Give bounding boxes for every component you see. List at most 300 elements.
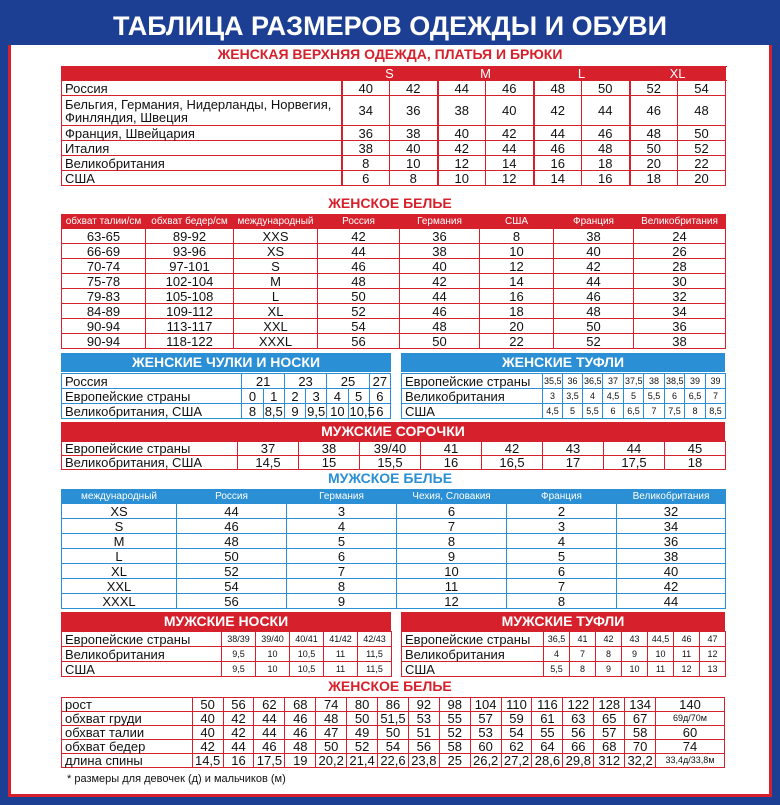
- table-cell: 38: [644, 374, 665, 389]
- table-cell: 128: [594, 698, 625, 712]
- table-cell: 30: [634, 274, 726, 289]
- table-cell: 23: [284, 374, 326, 389]
- table-cell: 57: [594, 726, 625, 740]
- table-cell: 48: [285, 740, 316, 754]
- section-title: МУЖСКОЕ БЕЛЬЕ: [327, 470, 453, 486]
- country-label: Европейские страны: [402, 374, 543, 389]
- table-cell: 42: [554, 259, 634, 274]
- column-header: Россия: [318, 215, 400, 229]
- table-cell: 59: [501, 712, 532, 726]
- table-cell: 16,5: [482, 456, 543, 470]
- table-cell: 109-112: [146, 304, 234, 319]
- table-cell: 53: [408, 712, 439, 726]
- country-label: Россия: [62, 374, 242, 389]
- section-title: ЖЕНСКОЕ БЕЛЬЕ: [328, 195, 452, 211]
- table-cell: 60: [470, 740, 501, 754]
- table-cell: 5,5: [544, 662, 570, 677]
- row-label: обхват талии: [62, 726, 193, 740]
- table-cell: 4,5: [543, 404, 563, 419]
- table-cell: 7: [644, 404, 665, 419]
- table-cell: L: [62, 549, 177, 564]
- table-cell: 38: [299, 442, 360, 456]
- table-cell: 5: [348, 389, 369, 404]
- table-row: [62, 304, 726, 319]
- column-header: Германия: [400, 215, 480, 229]
- table-cell: 48: [630, 126, 678, 141]
- row-label: обхват бедер: [62, 740, 193, 754]
- table-cell: 16: [582, 171, 630, 186]
- table-header-row: [62, 490, 726, 504]
- table-cell: 42: [192, 740, 223, 754]
- table-cell: 79-83: [62, 289, 146, 304]
- table-cell: 34: [617, 519, 726, 534]
- table-cell: 52: [318, 304, 400, 319]
- table-cell: 37: [238, 442, 299, 456]
- table-row: [402, 662, 726, 677]
- table-row: [62, 319, 726, 334]
- table-row: [62, 504, 726, 519]
- table-cell: 44: [438, 81, 486, 96]
- table-cell: 21,4: [347, 754, 378, 768]
- table-cell: 46: [486, 81, 534, 96]
- table-cell: 41: [421, 442, 482, 456]
- table-cell: 4,5: [603, 389, 624, 404]
- country-label: Великобритания: [402, 647, 544, 662]
- table-cell: 12: [438, 156, 486, 171]
- table-cell: 8: [570, 662, 596, 677]
- table-cell: 36: [390, 96, 438, 126]
- table-row: [402, 647, 726, 662]
- table-cell: 6: [665, 389, 685, 404]
- country-label: Великобритания: [402, 389, 543, 404]
- section-title: МУЖСКИЕ СОРОЧКИ: [61, 422, 725, 441]
- table-row: [62, 126, 726, 141]
- table-cell: 2: [284, 389, 305, 404]
- table-cell: 10,5: [290, 662, 324, 677]
- table-cell: 6: [342, 171, 390, 186]
- table-row: [62, 229, 726, 244]
- table-cell: 48: [318, 274, 400, 289]
- country-label: Европейские страны: [62, 442, 238, 456]
- table-cell: 38: [342, 141, 390, 156]
- table-cell: 51,5: [378, 712, 409, 726]
- table-cell: 46: [318, 259, 400, 274]
- table-cell: 9: [284, 404, 305, 419]
- table-cell: 116: [532, 698, 563, 712]
- table-cell: 3: [306, 389, 327, 404]
- table-cell: 54: [177, 579, 287, 594]
- table-cell: 20,2: [316, 754, 347, 768]
- table-cell: 48: [400, 319, 480, 334]
- table-cell: 7: [287, 564, 397, 579]
- table-cell: 4: [544, 647, 570, 662]
- table-cell: 37,5: [624, 374, 644, 389]
- table-cell: 5: [563, 404, 583, 419]
- table-cell: 98: [439, 698, 470, 712]
- table-cell: M: [62, 534, 177, 549]
- table-cell: 11: [674, 647, 700, 662]
- row-label: рост: [62, 698, 193, 712]
- table-cell: 53: [470, 726, 501, 740]
- table-cell: 9: [596, 662, 622, 677]
- table-cell: 46: [285, 726, 316, 740]
- table-cell: 44: [554, 274, 634, 289]
- table-cell: 44: [604, 442, 665, 456]
- table-row: [62, 564, 726, 579]
- table-cell: 3: [287, 504, 397, 519]
- table-cell: 21: [242, 374, 284, 389]
- table-cell: 8: [596, 647, 622, 662]
- table-row: [62, 389, 391, 404]
- size-header: M: [438, 67, 534, 81]
- table-cell: 36: [634, 319, 726, 334]
- table-cell: 35,5: [543, 374, 563, 389]
- table-cell: 11: [324, 647, 358, 662]
- table-cell: 6: [369, 404, 390, 419]
- table-cell: 20: [630, 156, 678, 171]
- table-cell: 68: [594, 740, 625, 754]
- table-cell: 40: [192, 726, 223, 740]
- table-cell: 37: [603, 374, 624, 389]
- table-cell: 12: [700, 647, 726, 662]
- section-title: ЖЕНСКИЕ ТУФЛИ: [401, 353, 725, 372]
- men-socks-table: [61, 631, 392, 677]
- table-cell: 3: [543, 389, 563, 404]
- size-header: XL: [630, 67, 726, 81]
- table-cell: 11: [397, 579, 507, 594]
- table-row: [62, 374, 391, 389]
- table-cell: 15: [299, 456, 360, 470]
- table-cell: 44: [254, 712, 285, 726]
- table-cell: 50: [318, 289, 400, 304]
- table-cell: XXXL: [234, 334, 318, 349]
- table-cell: 113-117: [146, 319, 234, 334]
- table-row: [402, 374, 726, 389]
- table-cell: 20: [480, 319, 554, 334]
- table-cell: 40: [486, 96, 534, 126]
- table-cell: 27: [369, 374, 390, 389]
- table-cell: 17,5: [254, 754, 285, 768]
- table-cell: 57: [470, 712, 501, 726]
- table-cell: 65: [594, 712, 625, 726]
- table-cell: 55: [532, 726, 563, 740]
- section-title: ЖЕНСКИЕ ЧУЛКИ И НОСКИ: [61, 353, 391, 372]
- table-cell: 10: [390, 156, 438, 171]
- table-cell: 47: [316, 726, 347, 740]
- table-cell: 13: [700, 662, 726, 677]
- table-cell: 28,6: [532, 754, 563, 768]
- page-title: ТАБЛИЦА РАЗМЕРОВ ОДЕЖДЫ И ОБУВИ: [8, 8, 772, 45]
- table-cell: 47: [700, 632, 726, 647]
- table-cell: 17: [543, 456, 604, 470]
- table-cell: 48: [177, 534, 287, 549]
- table-cell: 39/40: [360, 442, 421, 456]
- table-cell: 38: [554, 229, 634, 244]
- table-cell: M: [234, 274, 318, 289]
- table-cell: 18: [582, 156, 630, 171]
- table-cell: 63: [563, 712, 594, 726]
- table-cell: 38/39: [222, 632, 256, 647]
- table-header-row: [62, 67, 726, 81]
- column-header: Великобритания: [617, 490, 726, 504]
- size-chart-board: [8, 8, 772, 797]
- table-cell: 14: [480, 274, 554, 289]
- table-cell: 20: [678, 171, 726, 186]
- table-cell: 11: [648, 662, 674, 677]
- table-cell: 11,5: [358, 647, 392, 662]
- table-cell: XL: [62, 564, 177, 579]
- table-cell: 62: [254, 698, 285, 712]
- table-cell: 67: [625, 712, 656, 726]
- table-cell: 26,2: [470, 754, 501, 768]
- table-cell: XL: [234, 304, 318, 319]
- table-cell: 18: [480, 304, 554, 319]
- table-cell: 5: [507, 549, 617, 564]
- table-cell: 54: [678, 81, 726, 96]
- table-cell: 42: [400, 274, 480, 289]
- table-cell: 7: [507, 579, 617, 594]
- table-cell: 12: [674, 662, 700, 677]
- table-cell: 60: [656, 726, 725, 740]
- table-cell: 46: [534, 141, 582, 156]
- table-cell: 16: [480, 289, 554, 304]
- table-cell: 52: [554, 334, 634, 349]
- table-cell: 92: [408, 698, 439, 712]
- table-cell: 5,5: [583, 404, 603, 419]
- table-cell: 12: [397, 594, 507, 609]
- table-cell: XXL: [234, 319, 318, 334]
- table-cell: 2: [507, 504, 617, 519]
- table-cell: 56: [177, 594, 287, 609]
- table-cell: 36,5: [583, 374, 603, 389]
- column-header: Франция: [507, 490, 617, 504]
- table-cell: 93-96: [146, 244, 234, 259]
- table-cell: 54: [378, 740, 409, 754]
- table-row: [62, 698, 725, 712]
- table-cell: 48: [678, 96, 726, 126]
- table-cell: 40: [438, 126, 486, 141]
- country-label: США: [402, 662, 544, 677]
- table-cell: 40: [192, 712, 223, 726]
- table-cell: 8: [342, 156, 390, 171]
- country-label: США: [402, 404, 543, 419]
- table-cell: 46: [582, 126, 630, 141]
- table-cell: 75-78: [62, 274, 146, 289]
- country-label: Европейские страны: [402, 632, 544, 647]
- table-cell: 38: [438, 96, 486, 126]
- table-cell: 68: [285, 698, 316, 712]
- table-cell: 10: [648, 647, 674, 662]
- table-cell: 19: [285, 754, 316, 768]
- table-cell: 25: [439, 754, 470, 768]
- table-cell: 42: [390, 81, 438, 96]
- table-cell: S: [234, 259, 318, 274]
- table-cell: XXS: [234, 229, 318, 244]
- table-cell: 26: [634, 244, 726, 259]
- section-title: ЖЕНСКОЕ БЕЛЬЕ: [328, 678, 452, 694]
- table-cell: 38: [390, 126, 438, 141]
- table-cell: 3,5: [563, 389, 583, 404]
- row-label: обхват груди: [62, 712, 193, 726]
- table-cell: 105-108: [146, 289, 234, 304]
- table-cell: 8: [480, 229, 554, 244]
- section-title: МУЖСКИЕ НОСКИ: [61, 612, 391, 631]
- table-cell: 84-89: [62, 304, 146, 319]
- table-row: [62, 171, 726, 186]
- column-header: международный: [234, 215, 318, 229]
- table-cell: 4: [327, 389, 348, 404]
- table-cell: 46: [554, 289, 634, 304]
- table-row: [62, 712, 725, 726]
- table-row: [62, 534, 726, 549]
- men-shirts-table: [61, 441, 726, 470]
- table-cell: 52: [630, 81, 678, 96]
- table-cell: 22,6: [378, 754, 409, 768]
- table-cell: 10: [256, 662, 290, 677]
- country-label: США: [62, 662, 222, 677]
- table-cell: 44: [582, 96, 630, 126]
- table-cell: 32: [617, 504, 726, 519]
- table-cell: 54: [501, 726, 532, 740]
- table-cell: 43: [622, 632, 648, 647]
- table-cell: 8: [685, 404, 706, 419]
- table-row: [62, 579, 726, 594]
- table-cell: 97-101: [146, 259, 234, 274]
- table-cell: 50: [582, 81, 630, 96]
- table-cell: 6,5: [685, 389, 706, 404]
- table-row: [62, 456, 726, 470]
- column-header: обхват бедер/см: [146, 215, 234, 229]
- table-cell: 11: [324, 662, 358, 677]
- table-cell: S: [62, 519, 177, 534]
- table-cell: 41/42: [324, 632, 358, 647]
- table-cell: 50: [347, 712, 378, 726]
- men-underwear-table: [61, 489, 726, 609]
- table-cell: 12: [486, 171, 534, 186]
- table-cell: 44: [223, 740, 254, 754]
- table-cell: 48: [534, 81, 582, 96]
- table-cell: 40: [617, 564, 726, 579]
- table-cell: 9,5: [222, 647, 256, 662]
- table-row: [62, 244, 726, 259]
- table-cell: 8,5: [264, 403, 283, 419]
- table-cell: 44: [534, 126, 582, 141]
- column-header: Великобритания: [634, 215, 726, 229]
- table-cell: 140: [656, 698, 725, 712]
- table-cell: 6: [397, 504, 507, 519]
- row-label: длина спины: [62, 754, 193, 768]
- table-row: [402, 389, 726, 404]
- table-cell: 38: [617, 549, 726, 564]
- table-cell: 8: [507, 594, 617, 609]
- table-cell: 10,5: [290, 647, 324, 662]
- table-row: [62, 754, 725, 768]
- table-cell: 12: [480, 259, 554, 274]
- table-cell: 66: [563, 740, 594, 754]
- table-cell: 34: [342, 96, 390, 126]
- table-cell: 9: [622, 647, 648, 662]
- table-cell: 46: [630, 96, 678, 126]
- table-cell: 46: [285, 712, 316, 726]
- table-cell: [62, 67, 342, 81]
- table-cell: 16: [223, 754, 254, 768]
- country-label: Великобритания, США: [62, 456, 238, 470]
- section-title: ЖЕНСКАЯ ВЕРХНЯЯ ОДЕЖДА, ПЛАТЬЯ И БРЮКИ: [217, 46, 563, 62]
- table-cell: 5: [287, 534, 397, 549]
- table-row: [402, 632, 726, 647]
- table-cell: 38: [400, 244, 480, 259]
- table-cell: 90-94: [62, 334, 146, 349]
- table-cell: 24: [634, 229, 726, 244]
- table-cell: 42: [596, 632, 622, 647]
- table-cell: 8: [287, 579, 397, 594]
- table-cell: 38,5: [665, 374, 685, 389]
- table-cell: 40: [342, 81, 390, 96]
- table-cell: 36: [400, 229, 480, 244]
- table-cell: 6,5: [624, 404, 644, 419]
- table-cell: 74: [656, 740, 725, 754]
- table-row: [62, 81, 726, 96]
- table-cell: 43: [543, 442, 604, 456]
- table-cell: 11,5: [358, 662, 392, 677]
- table-cell: 40/41: [290, 632, 324, 647]
- table-cell: 9: [287, 594, 397, 609]
- country-label: Великобритания, США: [62, 404, 242, 419]
- table-cell: 32,2: [625, 754, 656, 768]
- table-cell: 39: [706, 374, 726, 389]
- table-cell: 36: [563, 374, 583, 389]
- table-cell: 44: [318, 244, 400, 259]
- table-cell: 44: [486, 141, 534, 156]
- table-cell: 64: [532, 740, 563, 754]
- table-cell: 5,5: [644, 389, 665, 404]
- table-cell: 6: [507, 564, 617, 579]
- table-cell: 312: [594, 754, 625, 768]
- table-cell: 54: [318, 319, 400, 334]
- table-cell: 1: [263, 389, 284, 404]
- table-cell: 56: [223, 698, 254, 712]
- table-cell: 10,5: [349, 403, 375, 419]
- table-row: [62, 647, 392, 662]
- table-cell: 63-65: [62, 229, 146, 244]
- table-cell: 50: [316, 740, 347, 754]
- table-cell: 90-94: [62, 319, 146, 334]
- table-cell: 70-74: [62, 259, 146, 274]
- table-cell: 41: [570, 632, 596, 647]
- table-cell: 29,8: [563, 754, 594, 768]
- table-cell: 89-92: [146, 229, 234, 244]
- table-row: [62, 662, 392, 677]
- table-cell: 69д/70м: [656, 712, 725, 726]
- table-cell: 16: [421, 456, 482, 470]
- table-cell: 14: [486, 156, 534, 171]
- table-cell: 39/40: [256, 632, 290, 647]
- country-label: Великобритания: [62, 647, 222, 662]
- table-cell: 110: [501, 698, 532, 712]
- table-cell: 61: [532, 712, 563, 726]
- table-cell: 14,5: [238, 456, 299, 470]
- table-cell: 50: [378, 726, 409, 740]
- column-header: США: [480, 215, 554, 229]
- table-cell: 8,5: [706, 404, 726, 419]
- table-cell: 49: [347, 726, 378, 740]
- table-cell: 44: [400, 289, 480, 304]
- table-cell: 46: [177, 519, 287, 534]
- table-cell: 6: [603, 404, 624, 419]
- table-cell: 50: [177, 549, 287, 564]
- table-cell: 44: [254, 726, 285, 740]
- table-cell: 6: [287, 549, 397, 564]
